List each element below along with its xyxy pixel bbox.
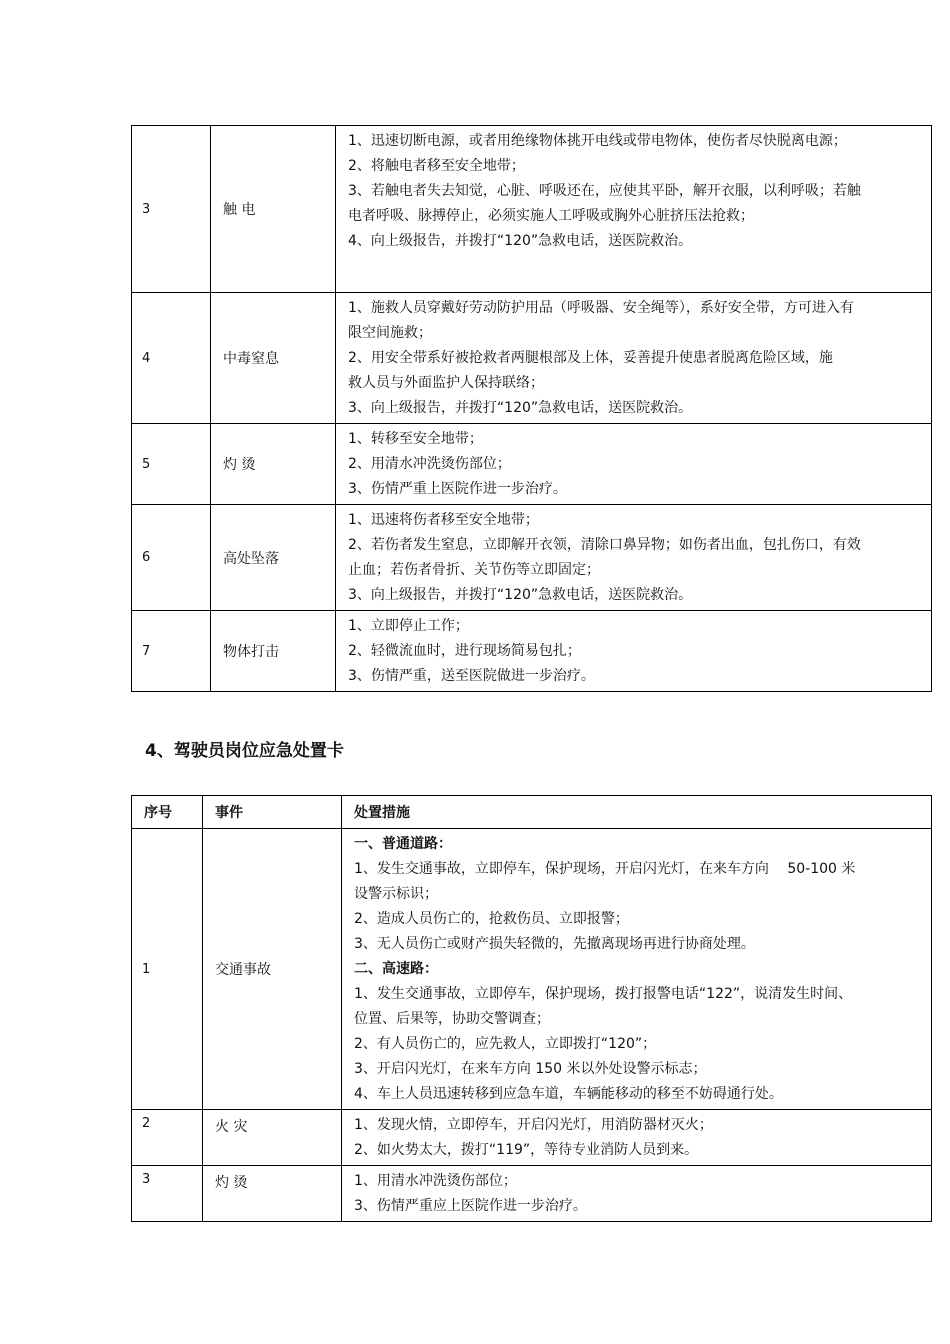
measure-line: 2、用安全带系好被抢救者两腿根部及上体，妥善提升使患者脱离危险区域，施 [348, 350, 833, 366]
measure-line: 位置、后果等，协助交警调查； [354, 1011, 550, 1027]
measure-line: 2、有人员伤亡的，应先救人，立即拨打“120”； [354, 1036, 657, 1052]
measure-line: 电者呼吸、脉搏停止，必须实施人工呼吸或胸外心脏挤压法抢救； [348, 208, 754, 224]
measures-cell [342, 829, 932, 1110]
measure-line: 3、伤情严重，送至医院做进一步治疗。 [348, 668, 595, 684]
table-header-row [132, 796, 932, 829]
row-number: 3 [132, 1166, 203, 1222]
row-number: 6 [132, 505, 211, 611]
measure-line: 1、发生交通事故，立即停车，保护现场，开启闪光灯，在来车方向 50-100 米 [354, 861, 856, 877]
measure-line: 2、用清水冲洗烫伤部位； [348, 456, 511, 472]
measure-line: 2、将触电者移至安全地带； [348, 158, 525, 174]
measure-line: 1、立即停止工作； [348, 618, 469, 634]
measure-line: 4、向上级报告，并拨打“120”急救电话，送医院救治。 [348, 233, 693, 249]
section-title: 4、驾驶员岗位应急处置卡 [145, 741, 344, 761]
measure-line: 1、发现火情，立即停车，开启闪光灯，用消防器材灭火； [354, 1117, 713, 1133]
measure-line: 3、向上级报告，并拨打“120”急救电话，送医院救治。 [348, 587, 693, 603]
event-name: 交通事故 [203, 829, 342, 1110]
event-name: 触 电 [211, 126, 336, 293]
row-number: 7 [132, 611, 211, 692]
measures-cell [336, 293, 932, 424]
measure-line: 限空间施救； [348, 325, 432, 341]
measure-line: 1、发生交通事故，立即停车，保护现场，拨打报警电话“122”，说清发生时间、 [354, 986, 853, 1002]
table-row [132, 1166, 932, 1222]
row-number: 3 [132, 126, 211, 293]
row-number: 2 [132, 1110, 203, 1166]
table-row [132, 424, 932, 505]
measure-line: 1、转移至安全地带； [348, 431, 483, 447]
row-number: 4 [132, 293, 211, 424]
measure-line: 4、车上人员迅速转移到应急车道，车辆能移动的移至不妨碍通行处。 [354, 1086, 783, 1102]
measure-line: 设警示标识； [354, 886, 438, 902]
measure-line: 止血；若伤者骨折、关节伤等立即固定； [348, 562, 600, 578]
measure-subheading: 一、普通道路： [354, 836, 452, 852]
measure-line: 3、无人员伤亡或财产损失轻微的，先撤离现场再进行协商处理。 [354, 936, 755, 952]
measure-line: 3、伤情严重应上医院作进一步治疗。 [354, 1198, 587, 1214]
row-number: 1 [132, 829, 203, 1110]
measure-line: 3、伤情严重上医院作进一步治疗。 [348, 481, 567, 497]
measure-subheading: 二、高速路： [354, 961, 438, 977]
table-row [132, 505, 932, 611]
table-row [132, 293, 932, 424]
measure-line: 3、向上级报告，并拨打“120”急救电话，送医院救治。 [348, 400, 693, 416]
measures-cell [342, 1166, 932, 1222]
measure-line: 3、开启闪光灯，在来车方向 150 米以外处设警示标志； [354, 1061, 707, 1077]
measures-cell [336, 424, 932, 505]
table-row [132, 611, 932, 692]
event-name: 物体打击 [211, 611, 336, 692]
measure-line: 2、若伤者发生窒息，立即解开衣领，清除口鼻异物；如伤者出血，包扎伤口，有效 [348, 537, 861, 553]
event-name: 高处坠落 [211, 505, 336, 611]
header-measures: 处置措施 [342, 796, 932, 829]
measure-line: 救人员与外面监护人保持联络； [348, 375, 544, 391]
measures-cell [342, 1110, 932, 1166]
table-row [132, 1110, 932, 1166]
measure-line: 1、施救人员穿戴好劳动防护用品（呼吸器、安全绳等），系好安全带，方可进入有 [348, 300, 854, 316]
event-name: 中毒窒息 [211, 293, 336, 424]
driver-emergency-table [131, 795, 932, 1222]
event-name: 火 灾 [203, 1110, 342, 1166]
measure-line: 2、如火势太大，拨打“119”，等待专业消防人员到来。 [354, 1142, 699, 1158]
event-name: 灼 烫 [203, 1166, 342, 1222]
measures-cell [336, 126, 932, 293]
measure-line: 1、迅速将伤者移至安全地带； [348, 512, 539, 528]
event-name: 灼 烫 [211, 424, 336, 505]
measures-cell [336, 505, 932, 611]
measure-line: 3、若触电者失去知觉，心脏、呼吸还在，应使其平卧，解开衣服，以利呼吸；若触 [348, 183, 861, 199]
measures-cell [336, 611, 932, 692]
measure-line: 2、造成人员伤亡的，抢救伤员、立即报警； [354, 911, 629, 927]
measure-line: 1、用清水冲洗烫伤部位； [354, 1173, 517, 1189]
measure-line: 1、迅速切断电源，或者用绝缘物体挑开电线或带电物体，使伤者尽快脱离电源； [348, 133, 847, 149]
table-row [132, 829, 932, 1110]
row-number: 5 [132, 424, 211, 505]
measure-line: 2、轻微流血时，进行现场简易包扎； [348, 643, 581, 659]
header-number: 序号 [132, 796, 203, 829]
first-aid-table [131, 125, 932, 692]
table-row [132, 126, 932, 293]
header-event: 事件 [203, 796, 342, 829]
